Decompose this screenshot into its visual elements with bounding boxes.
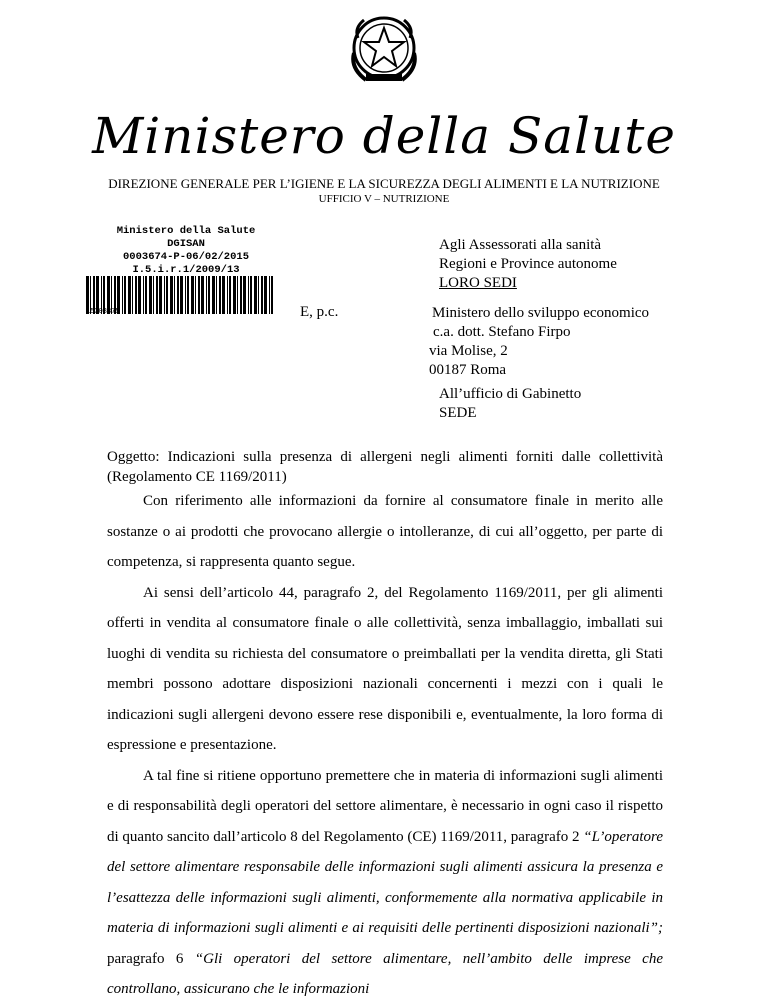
barcode-bar	[180, 276, 183, 314]
p3-start: A tal fine si ritiene opportuno premettere che in materia di informazioni sugli alimenti e di responsabilità degli operatori del settore alimentare, è necessario in ogni caso il rispetto di quanto sancito dall’articolo 8 del Regolamento (CE) 1169/2011, paragrafo 2	[107, 767, 663, 845]
barcode-bar	[124, 276, 126, 314]
subject-label: Oggetto:	[107, 449, 168, 465]
p3-quote-1: “L’operatore del settore alimentare responsabile delle informazioni sugli alimenti assicura la presenza e l’esattezza delle informazioni sugli alimenti, conformemente alla normativa applicabile in materia di informazioni sugli alimenti e ai requisiti delle pertinenti disposizioni nazionali”;	[107, 828, 663, 936]
recipient-primary	[439, 236, 617, 293]
barcode-bar	[198, 276, 200, 314]
barcode-bar	[153, 276, 154, 314]
barcode-bar	[195, 276, 196, 314]
stamp-line-2: DGISAN	[167, 238, 205, 250]
barcode-bar	[138, 276, 141, 314]
recipient-line: All’ufficio di Gabinetto	[439, 386, 582, 402]
barcode-bar	[216, 276, 217, 314]
barcode-bar	[261, 276, 263, 314]
paragraph-1: Con riferimento alle informazioni da fornire al consumatore finale in merito alle sostanze o ai prodotti che provocano allergie o intolleranze, di cui all’oggetto, per parte di competenza, si rappresenta quanto segue.	[107, 493, 663, 570]
recipient-line: LORO SEDI	[439, 275, 517, 291]
p3-mid: paragrafo 6	[107, 950, 195, 967]
barcode-bar	[164, 276, 165, 314]
barcode-bar	[122, 276, 123, 314]
barcode-bar	[227, 276, 228, 314]
recipient-line: c.a. dott. Stefano Firpo	[433, 324, 571, 340]
barcode-bar	[248, 276, 249, 314]
recipient-line: Ministero dello sviluppo economico	[432, 305, 650, 321]
republic-emblem-icon	[344, 8, 424, 88]
barcode-bar	[177, 276, 179, 314]
barcode-bar	[145, 276, 147, 314]
recipient-line: Agli Assessorati alla sanità	[439, 237, 602, 253]
subject-text: Indicazioni sulla presenza di allergeni negli alimenti forniti dalle collettività (Regolamento CE 1169/2011)	[107, 449, 663, 485]
recipient-line: SEDE	[439, 405, 477, 421]
barcode-bar	[174, 276, 175, 314]
barcode-bar	[271, 276, 273, 314]
barcode-bar	[258, 276, 259, 314]
barcode-bar	[254, 276, 257, 314]
barcode-bar	[250, 276, 252, 314]
barcode-bar	[229, 276, 231, 314]
barcode-bar	[159, 276, 162, 314]
stamp-line-4: I.5.i.r.1/2009/13	[132, 264, 240, 276]
barcode-bar	[201, 276, 204, 314]
ministry-title: Ministero della Salute	[92, 107, 676, 165]
protocol-stamp	[86, 225, 286, 277]
stamp-line-1: Ministero della Salute	[116, 225, 256, 237]
paragraph-2: Ai sensi dell’articolo 44, paragrafo 2, del Regolamento 1169/2011, per gli alimenti offerti in vendita al consumatore finale o alle collettività, senza imballaggio, imballati sui luoghi di vendita su richiesta del consumatore o preimballati per la vendita diretta, gli Stati membri possono adottare disposizioni nazionali concernenti i mezzi con i quali le indicazioni sugli allergeni devono essere rese disponibili e, eventualmente, la loro forma di espressione e presentazione.	[107, 584, 663, 753]
direzione-generale: DIREZIONE GENERALE PER L’IGIENE E LA SICUREZZA DEGLI ALIMENTI E LA NUTRIZIONE	[108, 176, 660, 191]
barcode-bar	[132, 276, 133, 314]
barcode-bar	[166, 276, 168, 314]
barcode-bar	[156, 276, 158, 314]
barcode-bar	[212, 276, 215, 314]
barcode-bar	[149, 276, 152, 314]
barcode-id: 15308375	[86, 308, 120, 316]
barcode-bar	[233, 276, 236, 314]
barcode-bar	[191, 276, 194, 314]
barcode-bar	[269, 276, 270, 314]
barcode-bar	[135, 276, 137, 314]
barcode-bar	[128, 276, 131, 314]
stamp-line-3: 0003674-P-06/02/2015	[122, 251, 250, 263]
paragraph-3	[107, 761, 663, 1005]
barcode-bar	[187, 276, 189, 314]
barcode-bar	[240, 276, 242, 314]
epc-label: E, p.c.	[300, 304, 339, 320]
barcode-bar	[185, 276, 186, 314]
barcode-bar	[222, 276, 225, 314]
letter-body	[107, 486, 663, 1005]
recipient-line: Regioni e Province autonome	[439, 256, 617, 272]
barcode-bar	[206, 276, 207, 314]
barcode-bar	[264, 276, 267, 314]
p3-quote-2: “Gli operatori del settore alimentare, nell’ambito delle imprese che controllano, assicurano che le informazioni	[107, 950, 663, 997]
barcode-bar	[143, 276, 144, 314]
barcode-bar	[237, 276, 238, 314]
recipient-line: 00187 Roma	[429, 362, 507, 378]
ufficio: UFFICIO V – NUTRIZIONE	[318, 193, 450, 205]
barcode-bar	[219, 276, 221, 314]
subject	[107, 447, 663, 487]
recipient-cabinet	[439, 385, 581, 423]
barcode-bar	[208, 276, 210, 314]
recipient-line: via Molise, 2	[429, 343, 508, 359]
barcode-bar	[170, 276, 173, 314]
recipient-cc	[429, 304, 650, 380]
barcode-bar	[243, 276, 246, 314]
